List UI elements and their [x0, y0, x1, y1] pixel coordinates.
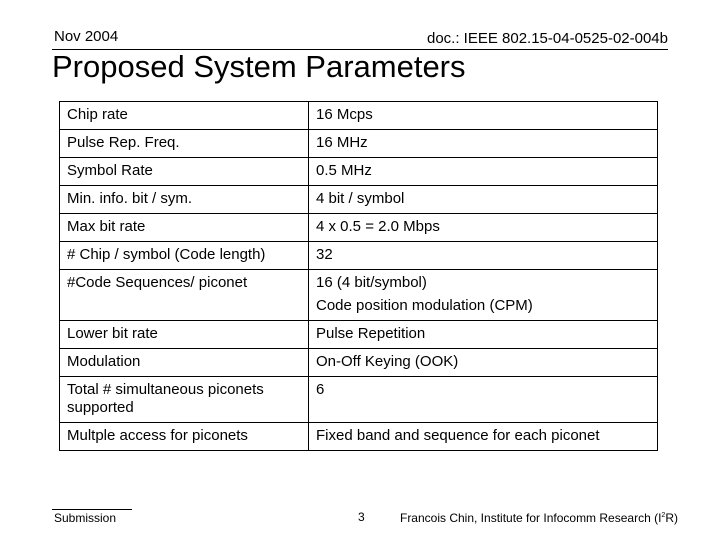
parameter-name: Chip rate: [60, 102, 309, 130]
parameter-value: Pulse Repetition: [309, 321, 658, 349]
table-row: [60, 270, 658, 321]
parameter-name: Modulation: [60, 349, 309, 377]
footer-author-prefix: Francois Chin, Institute for Infocomm Research (I: [399, 511, 662, 525]
table-row: [60, 186, 658, 214]
parameter-name: Max bit rate: [60, 214, 309, 242]
table-row: [60, 158, 658, 186]
parameter-value-line2: Code position modulation (CPM): [316, 297, 533, 314]
table-row: [60, 242, 658, 270]
header-date: Nov 2004: [54, 28, 119, 45]
table-row: [60, 214, 658, 242]
footer-submission: Submission: [54, 511, 117, 525]
parameter-name: Lower bit rate: [60, 321, 309, 349]
parameter-value: Fixed band and sequence for each piconet: [309, 423, 658, 451]
parameter-value: 16 MHz: [309, 130, 658, 158]
parameter-value: 16 (4 bit/symbol): [316, 274, 427, 291]
footer-author-sup: 2: [661, 512, 666, 519]
table-row: [60, 102, 658, 130]
footer-author-suffix: R): [665, 511, 678, 525]
parameter-value: 4 x 0.5 = 2.0 Mbps: [309, 214, 658, 242]
parameter-value: 0.5 MHz: [309, 158, 658, 186]
table-row: [60, 377, 658, 423]
parameter-name: Multple access for piconets: [60, 423, 309, 451]
parameter-name: Min. info. bit / sym.: [60, 186, 309, 214]
parameter-value: 16 Mcps: [309, 102, 658, 130]
parameter-value: On-Off Keying (OOK): [309, 349, 658, 377]
parameter-name: # Chip / symbol (Code length): [60, 242, 309, 270]
table-row: [60, 349, 658, 377]
parameter-value: 32: [309, 242, 658, 270]
parameter-name: Pulse Rep. Freq.: [60, 130, 309, 158]
parameter-value: 4 bit / symbol: [309, 186, 658, 214]
slide-title: Proposed System Parameters: [52, 49, 466, 84]
header-doc-id: doc.: IEEE 802.15-04-0525-02-004b: [426, 30, 668, 47]
table-row: [60, 321, 658, 349]
parameter-name: #Code Sequences/ piconet: [60, 270, 309, 321]
parameter-name: Total # simultaneous piconets supported: [60, 377, 309, 423]
parameter-value: 6: [309, 377, 658, 423]
parameters-table: [59, 101, 658, 451]
parameter-value-cell: [309, 270, 658, 321]
page-number: 3: [358, 510, 365, 524]
parameter-name: Symbol Rate: [60, 158, 309, 186]
table-row: [60, 423, 658, 451]
footer-author: [400, 511, 678, 525]
table-row: [60, 130, 658, 158]
footer-divider: [52, 509, 132, 510]
